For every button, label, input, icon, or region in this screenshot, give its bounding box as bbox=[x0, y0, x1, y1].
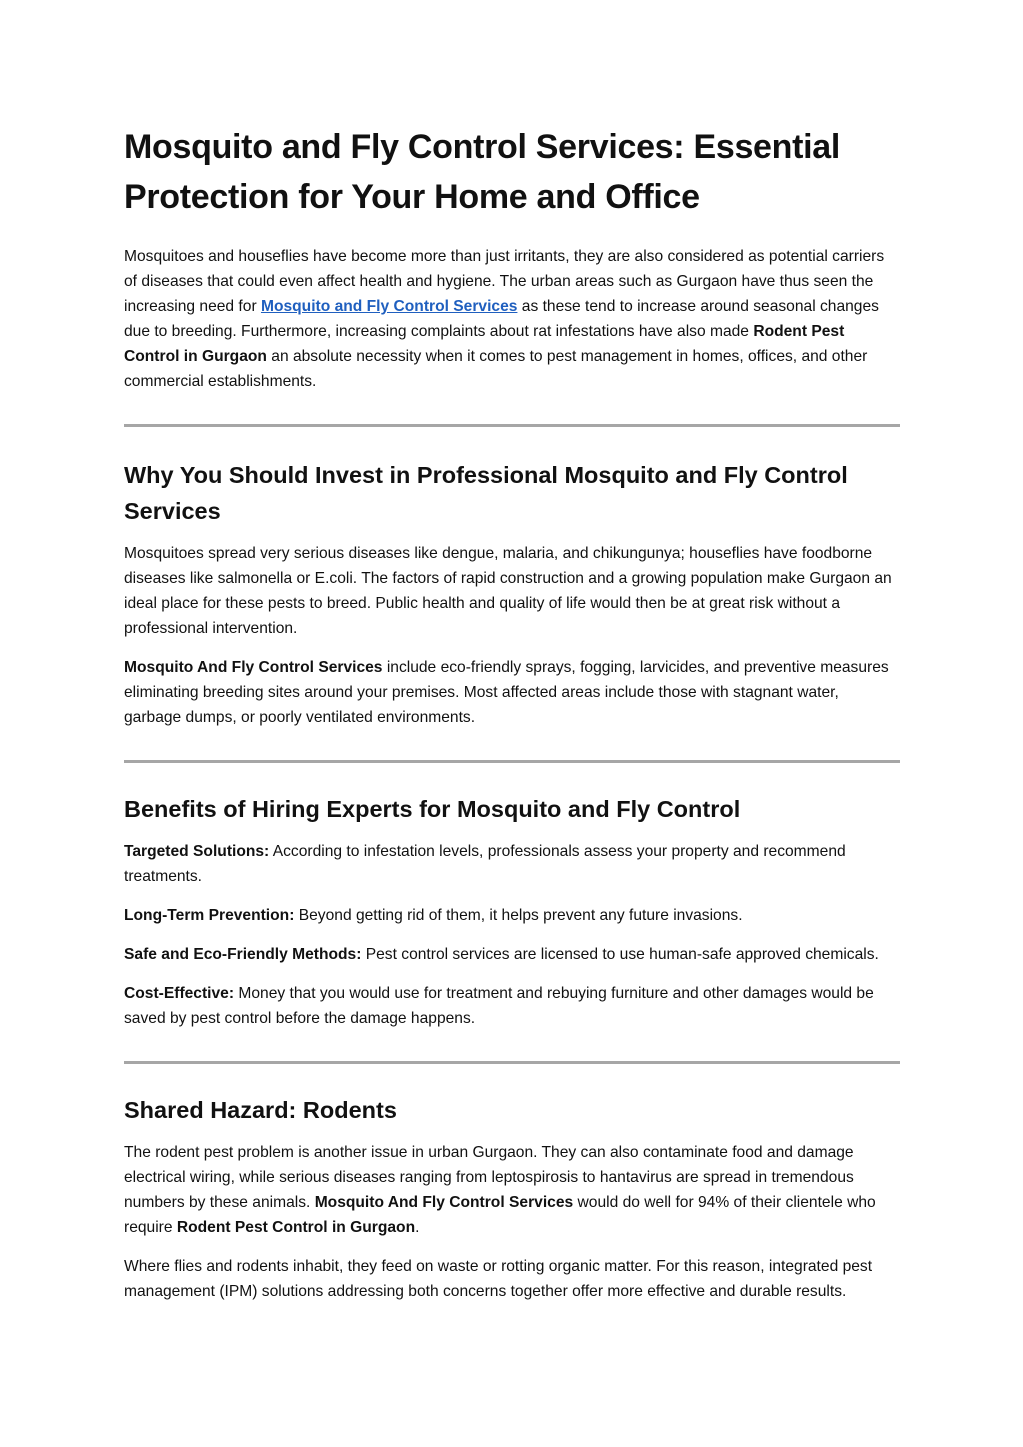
benefit-text: Beyond getting rid of them, it helps prevent any future invasions. bbox=[294, 907, 743, 924]
benefit-text: Pest control services are licensed to use human-safe approved chemicals. bbox=[361, 946, 879, 963]
rodents-paragraph-1 bbox=[124, 1140, 900, 1240]
rodents-text-1: The rodent pest problem is another issue in urban Gurgaon. They can also contaminate food and damage electrical wiring, while serious diseases ranging from leptospirosis to hantavirus are spread in tremendous numbers by these animals. bbox=[124, 1144, 854, 1211]
why-bold-services: Mosquito And Fly Control Services bbox=[124, 659, 383, 676]
intro-text-2: as these tend to increase around seasonal changes due to breeding. Furthermore, increasing complaints about rat infestations have also made bbox=[124, 298, 879, 340]
benefit-item bbox=[124, 903, 900, 928]
intro-section bbox=[124, 244, 900, 427]
benefit-text: According to infestation levels, professionals assess your property and recommend treatments. bbox=[124, 843, 846, 885]
benefit-label: Safe and Eco-Friendly Methods: bbox=[124, 946, 362, 963]
intro-text-1: Mosquitoes and houseflies have become more than just irritants, they are also considered as potential carriers of diseases that could even affect health and hygiene. The urban areas such as Gurgaon have thus seen the increasing need for bbox=[124, 248, 885, 315]
page-title: Mosquito and Fly Control Services: Essential Protection for Your Home and Office bbox=[124, 128, 841, 216]
benefit-label: Targeted Solutions: bbox=[124, 843, 270, 860]
section-divider bbox=[124, 760, 900, 763]
benefit-item bbox=[124, 942, 900, 967]
section-divider bbox=[124, 424, 900, 427]
benefits-section bbox=[124, 791, 900, 1064]
rodents-section bbox=[124, 1092, 900, 1304]
intro-text-3: an absolute necessity when it comes to pest management in homes, offices, and other commercial establishments. bbox=[124, 348, 868, 390]
rodents-heading: Shared Hazard: Rodents bbox=[124, 1097, 397, 1123]
benefit-item bbox=[124, 839, 900, 889]
intro-paragraph bbox=[124, 244, 900, 394]
benefit-text: Money that you would use for treatment and rebuying furniture and other damages would be saved by pest control before the damage happens. bbox=[124, 985, 874, 1027]
rodents-text-3: . bbox=[415, 1219, 420, 1236]
why-paragraph-2 bbox=[124, 655, 900, 730]
why-paragraph-2-text: include eco-friendly sprays, fogging, larvicides, and preventive measures eliminating breeding sites around your premises. Most affected areas include those with stagnant water, garbage dumps, or poorly ventilated environments. bbox=[124, 659, 889, 726]
mosquito-fly-services-link[interactable]: Mosquito and Fly Control Services bbox=[260, 298, 518, 315]
rodents-bold-services: Mosquito And Fly Control Services bbox=[314, 1194, 574, 1211]
document-page bbox=[124, 122, 900, 1304]
benefits-heading: Benefits of Hiring Experts for Mosquito and Fly Control bbox=[124, 796, 741, 822]
why-section bbox=[124, 457, 900, 763]
rodents-bold-rodent: Rodent Pest Control in Gurgaon bbox=[176, 1219, 416, 1236]
rodents-paragraph-2: Where flies and rodents inhabit, they feed on waste or rotting organic matter. For this reason, integrated pest management (IPM) solutions addressing both concerns together offer more effective and durable results. bbox=[124, 1258, 873, 1300]
rodents-text-2: would do well for 94% of their clientele who require bbox=[124, 1194, 876, 1236]
benefit-label: Long-Term Prevention: bbox=[124, 907, 295, 924]
benefit-label: Cost-Effective: bbox=[124, 985, 235, 1002]
why-heading: Why You Should Invest in Professional Mosquito and Fly Control Services bbox=[124, 462, 848, 524]
why-paragraph-1: Mosquitoes spread very serious diseases like dengue, malaria, and chikungunya; houseflies have foodborne diseases like salmonella or E.coli. The factors of rapid construction and a growing population make Gurgaon an ideal place for these pests to breed. Public health and quality of life would then be at great risk without a professional intervention. bbox=[124, 545, 892, 637]
intro-bold-rodent: Rodent Pest Control in Gurgaon bbox=[124, 323, 845, 365]
benefit-item bbox=[124, 981, 900, 1031]
section-divider bbox=[124, 1061, 900, 1064]
